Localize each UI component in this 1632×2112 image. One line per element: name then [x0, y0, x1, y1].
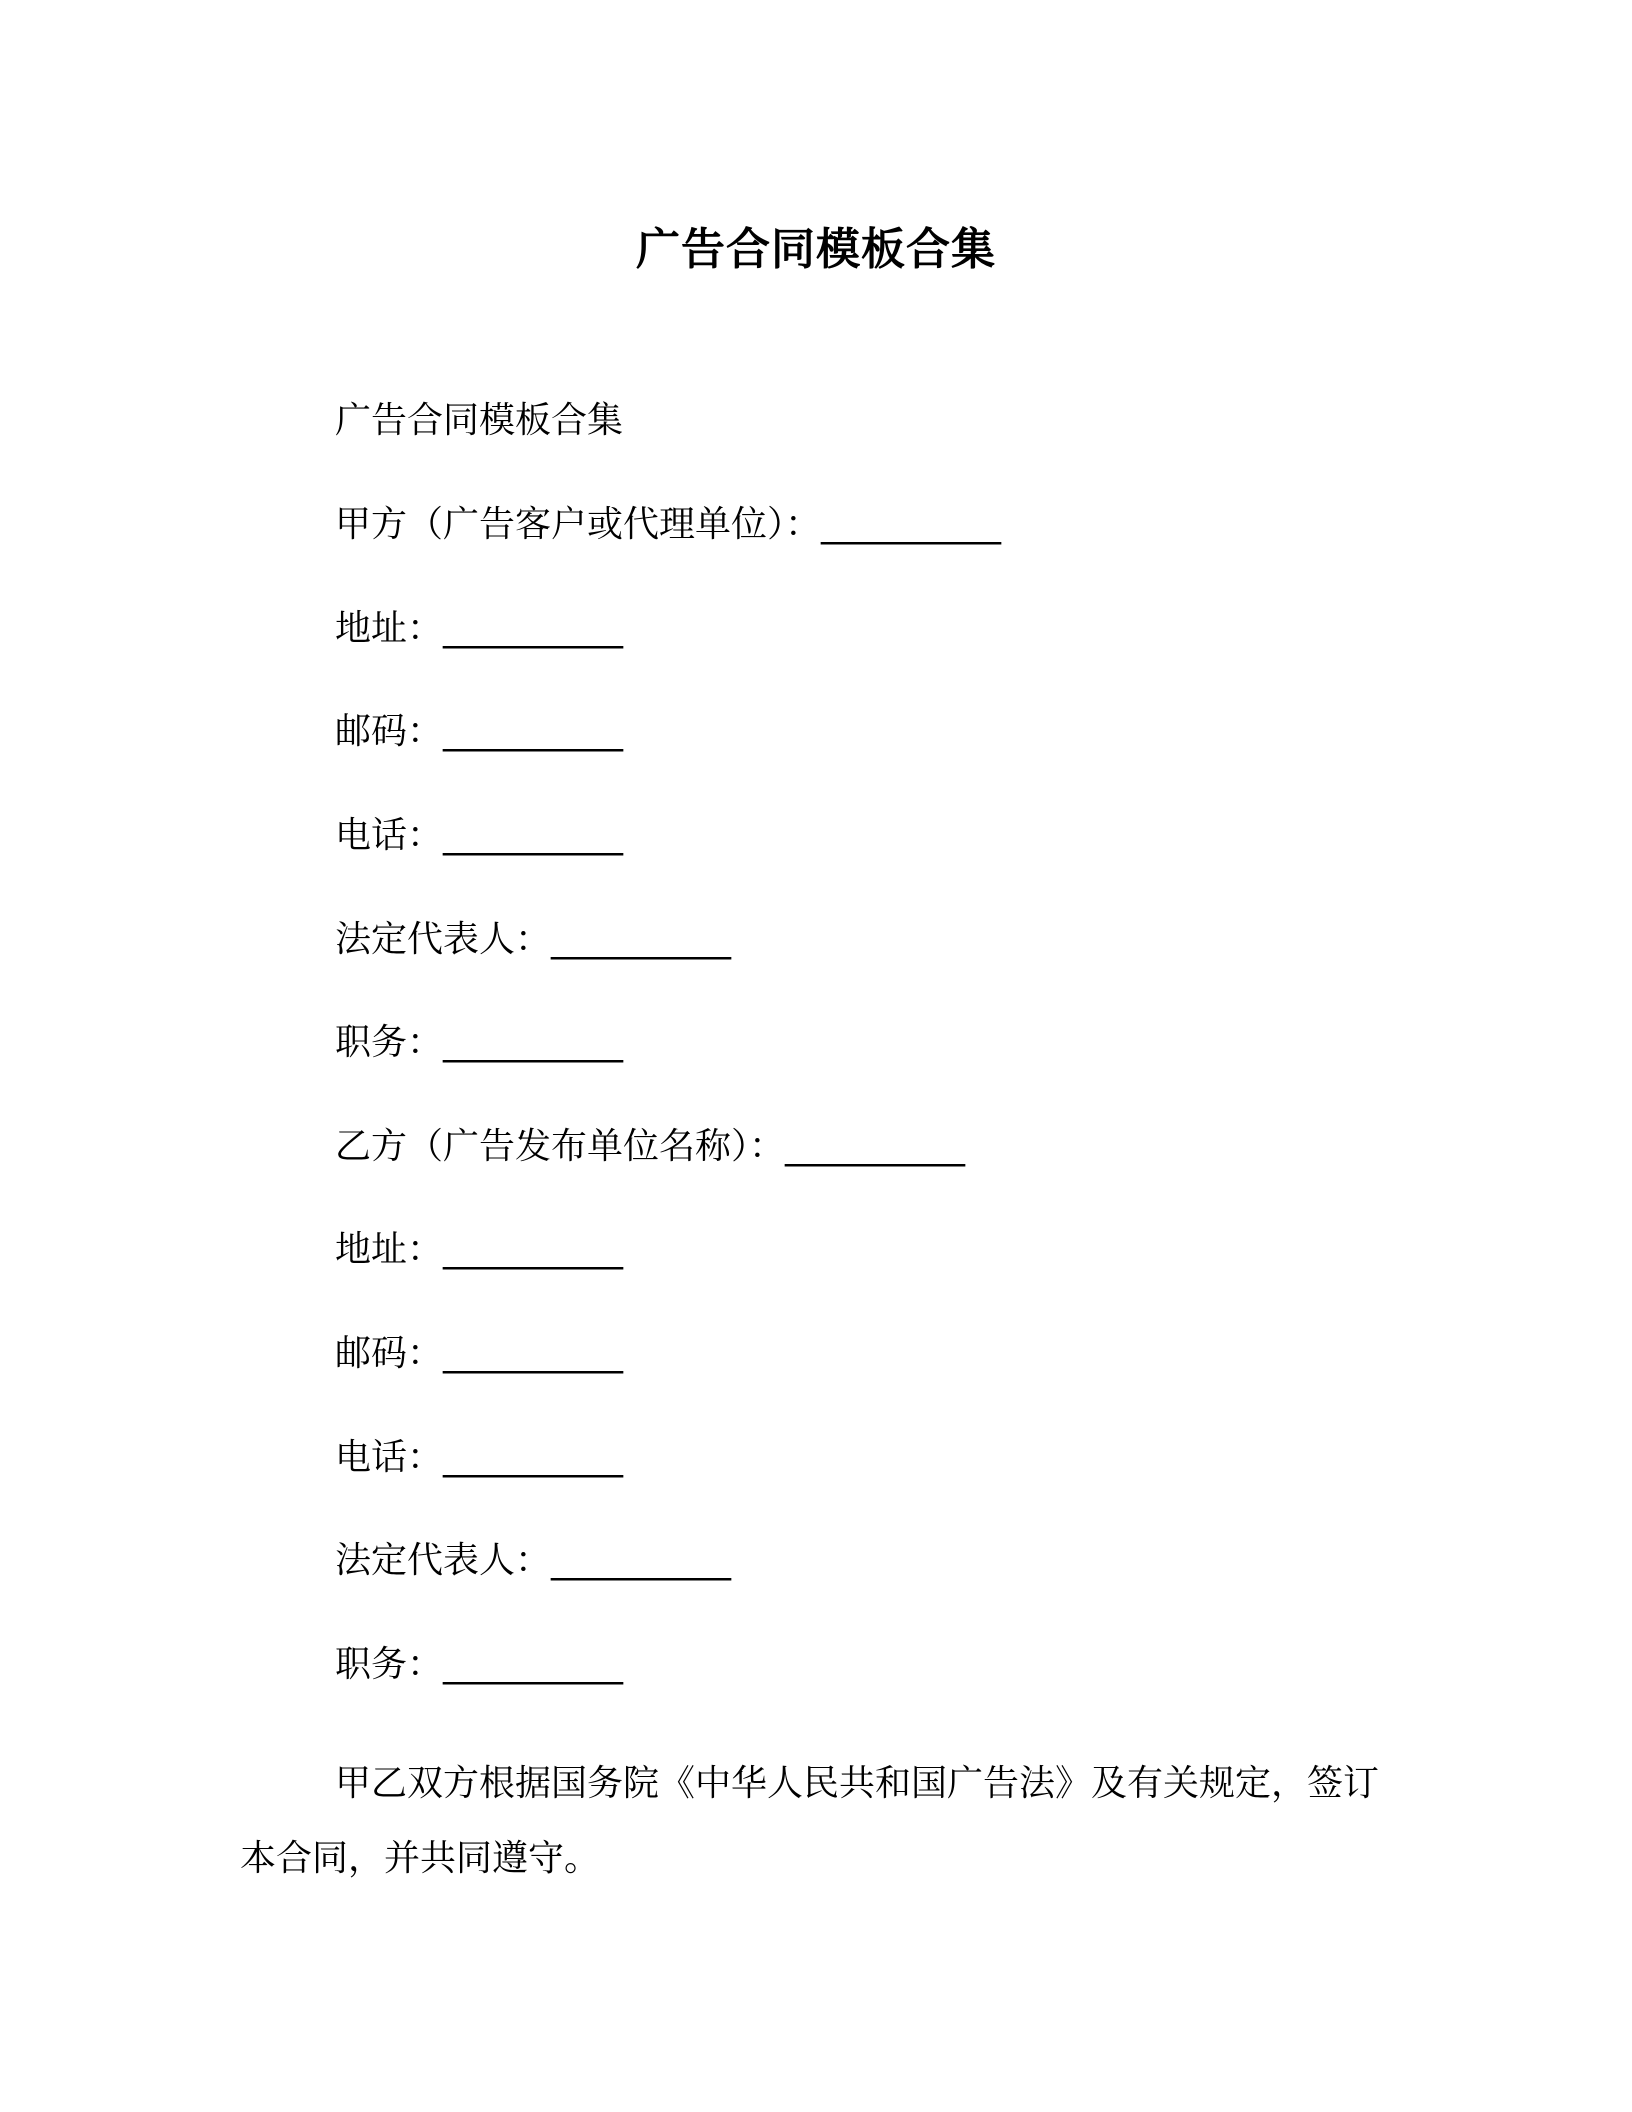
party-a-postcode: 邮码：__________	[335, 711, 624, 752]
party-b-phone: 电话：__________	[335, 1437, 624, 1478]
document-subtitle: 广告合同模板合集	[335, 400, 624, 441]
party-a-heading: 甲方（广告客户或代理单位）：__________	[335, 504, 1002, 545]
party-b-address: 地址：__________	[335, 1229, 624, 1270]
party-b-heading: 乙方（广告发布单位名称）：__________	[335, 1126, 966, 1167]
document-title: 广告合同模板合集	[636, 224, 996, 275]
party-a-phone: 电话：__________	[335, 815, 624, 856]
party-a-address: 地址：__________	[335, 608, 624, 649]
party-b-position: 职务：__________	[335, 1644, 624, 1685]
preamble-paragraph: 甲乙双方根据国务院《中华人民共和国广告法》及有关规定，签订本合同，并共同遵守。	[240, 1763, 1380, 1879]
party-b-postcode: 邮码：__________	[335, 1333, 624, 1374]
party-a-position: 职务：__________	[335, 1022, 624, 1063]
party-b-legal-rep: 法定代表人：__________	[335, 1540, 732, 1581]
party-a-legal-rep: 法定代表人：__________	[335, 919, 732, 960]
